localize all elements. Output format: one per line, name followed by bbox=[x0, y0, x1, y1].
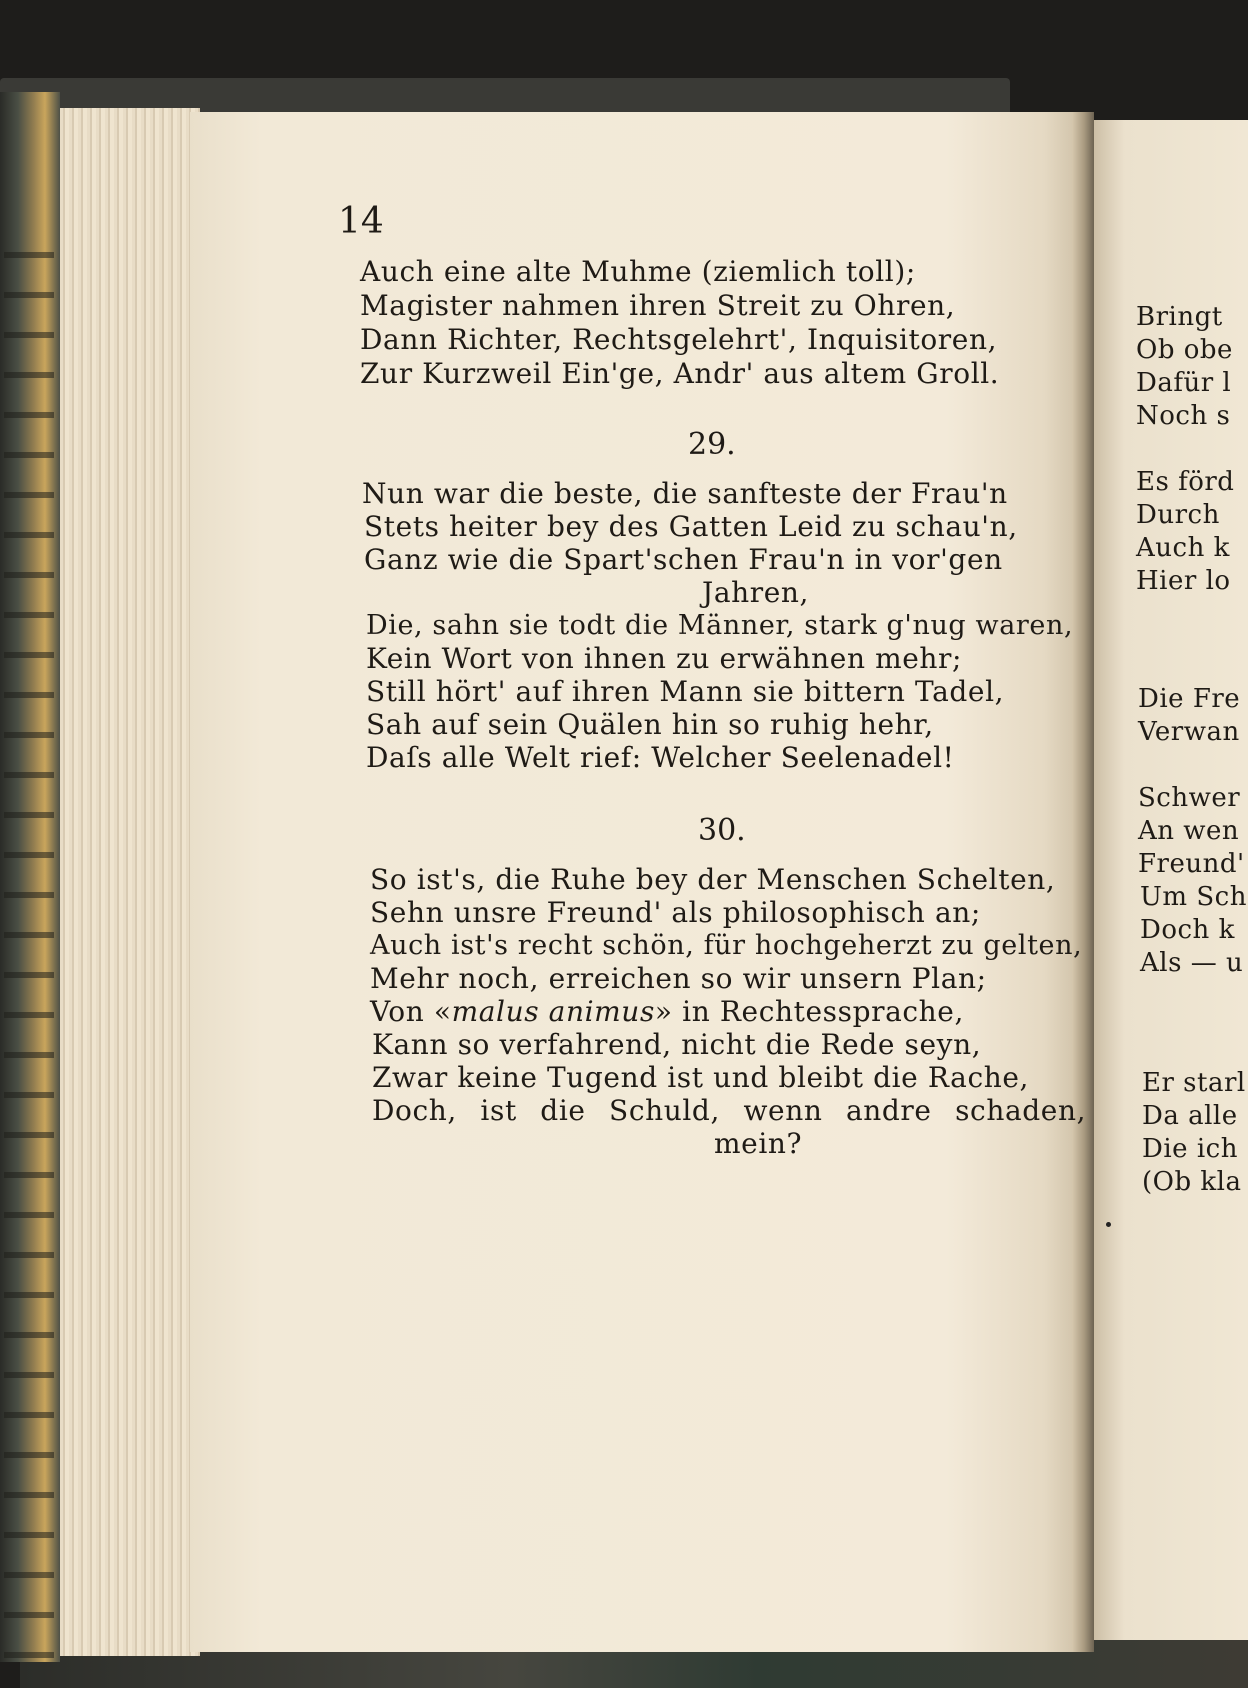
right-fragment: Schwer bbox=[1138, 783, 1241, 813]
right-fragment: Die ich bbox=[1142, 1134, 1238, 1164]
poem-line: Nun war die beste, die sanfteste der Frau'n bbox=[362, 477, 1008, 510]
poem-line: Still hört' auf ihren Mann sie bittern Tadel, bbox=[366, 675, 1005, 708]
page-number: 14 bbox=[338, 201, 384, 242]
poem-line: Magister nahmen ihren Streit zu Ohren, bbox=[360, 289, 956, 322]
poem-line-malus bbox=[370, 995, 964, 1028]
page-edges bbox=[60, 108, 200, 1656]
right-fragment: (Ob kla bbox=[1142, 1167, 1242, 1197]
poem-line: Ganz wie die Spart'schen Frau'n in vor'gen bbox=[364, 543, 1003, 576]
ink-dot bbox=[1106, 1222, 1111, 1227]
right-fragment: Dafür l bbox=[1136, 368, 1232, 398]
poem-line: Die, sahn sie todt die Männer, stark g'nug waren, bbox=[366, 610, 1074, 641]
right-fragment: Doch k bbox=[1140, 915, 1235, 945]
right-fragment: Noch s bbox=[1136, 401, 1231, 431]
malus-italic: malus animus bbox=[451, 995, 655, 1028]
right-fragment: Als — u bbox=[1140, 948, 1244, 978]
book-gutter bbox=[1072, 112, 1094, 1652]
poem-line: Sah auf sein Quälen hin so ruhig hehr, bbox=[366, 708, 934, 741]
malus-prefix: Von « bbox=[370, 995, 452, 1028]
right-fragment: Um Sch bbox=[1140, 882, 1247, 912]
poem-line: Kann so verfahrend, nicht die Rede seyn, bbox=[372, 1028, 982, 1061]
poem-line: Daſs alle Welt rief: Welcher Seelenadel! bbox=[366, 741, 955, 774]
poem-line: Sehn unsre Freund' als philosophisch an; bbox=[370, 896, 981, 929]
poem-line: Doch, ist die Schuld, wenn andre schaden, bbox=[372, 1094, 1087, 1127]
stanza-number: 29. bbox=[688, 427, 736, 462]
stanza-number: 30. bbox=[698, 813, 746, 848]
right-fragment: Freund' bbox=[1138, 849, 1245, 879]
poem-line: Jahren, bbox=[702, 576, 810, 609]
right-fragment: Die Fre bbox=[1138, 684, 1241, 714]
right-fragment: Es förd bbox=[1136, 467, 1235, 497]
right-fragment: An wen bbox=[1138, 816, 1240, 846]
right-fragment: Durch bbox=[1136, 500, 1220, 530]
malus-suffix: » in Rechtessprache, bbox=[654, 995, 964, 1028]
book-spine bbox=[0, 92, 60, 1662]
right-fragment: Bringt bbox=[1136, 302, 1223, 332]
poem-line: Zwar keine Tugend ist und bleibt die Rache, bbox=[372, 1061, 1030, 1094]
right-fragment: Ob obe bbox=[1136, 335, 1233, 365]
poem-line: Mehr noch, erreichen so wir unsern Plan; bbox=[370, 962, 987, 995]
poem-line: So ist's, die Ruhe bey der Menschen Schelten, bbox=[370, 863, 1056, 896]
poem-line: Zur Kurzweil Ein'ge, Andr' aus altem Groll. bbox=[360, 357, 1000, 390]
spine-ornament bbox=[4, 252, 54, 1672]
right-fragment: Er starl bbox=[1142, 1068, 1246, 1098]
poem-line: Dann Richter, Rechtsgelehrt', Inquisitoren, bbox=[360, 323, 998, 356]
right-fragment: Auch k bbox=[1136, 533, 1230, 563]
right-fragment: Verwan bbox=[1138, 717, 1240, 747]
poem-line: Auch eine alte Muhme (ziemlich toll); bbox=[360, 255, 916, 288]
poem-line: mein? bbox=[714, 1127, 803, 1160]
poem-line: Auch ist's recht schön, für hochgeherzt zu gelten, bbox=[370, 930, 1083, 961]
poem-line: Stets heiter bey des Gatten Leid zu schau'n, bbox=[364, 510, 1018, 543]
right-fragment: Hier lo bbox=[1136, 566, 1231, 596]
right-fragment: Da alle bbox=[1142, 1101, 1238, 1131]
poem-line: Kein Wort von ihnen zu erwähnen mehr; bbox=[366, 642, 963, 675]
